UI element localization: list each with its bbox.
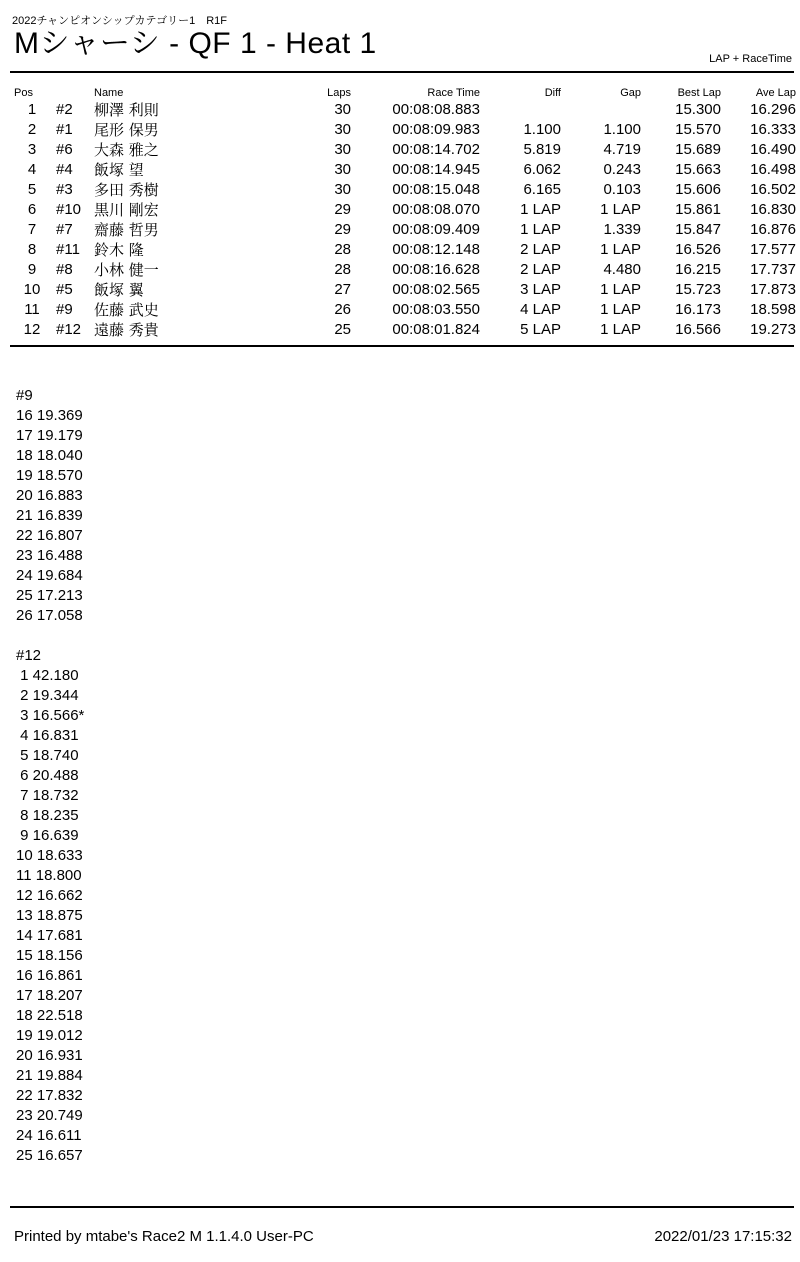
cell-ave-lap: 16.296 <box>750 101 796 118</box>
col-header-race-time: Race Time <box>427 87 480 99</box>
cell-ave-lap: 19.273 <box>750 321 796 338</box>
cell-car-number: #10 <box>56 201 82 218</box>
footer-divider <box>10 1206 794 1208</box>
table-row <box>10 180 796 200</box>
cell-gap: 1.339 <box>603 221 641 238</box>
cell-race-time: 00:08:09.983 <box>392 121 480 138</box>
cell-laps: 27 <box>334 281 351 298</box>
cell-laps: 29 <box>334 221 351 238</box>
table-row <box>10 120 796 140</box>
lap-time-line: 21 16.839 <box>16 507 83 524</box>
lap-time-line: 6 20.488 <box>16 767 79 784</box>
lap-time-line: 16 19.369 <box>16 407 83 424</box>
cell-car-number: #7 <box>56 221 73 238</box>
table-row <box>10 200 796 220</box>
results-table <box>10 86 796 340</box>
lap-block <box>16 646 84 1166</box>
cell-gap: 1 LAP <box>600 241 641 258</box>
cell-driver-name: 多田 秀樹 <box>94 181 159 199</box>
cell-best-lap: 15.300 <box>675 101 721 118</box>
lap-time-line: 3 16.566* <box>16 707 85 724</box>
cell-driver-name: 齋藤 哲男 <box>94 221 159 239</box>
cell-ave-lap: 16.498 <box>750 161 796 178</box>
cell-car-number: #11 <box>56 241 80 258</box>
lap-time-line: 19 18.570 <box>16 467 83 484</box>
cell-best-lap: 16.173 <box>675 301 721 318</box>
cell-race-time: 00:08:09.409 <box>392 221 480 238</box>
cell-diff: 2 LAP <box>520 241 561 258</box>
cell-gap: 0.103 <box>603 181 641 198</box>
table-row <box>10 220 796 240</box>
lap-time-line: 4 16.831 <box>16 727 79 744</box>
cell-race-time: 00:08:08.883 <box>392 101 480 118</box>
lap-time-line: 22 16.807 <box>16 527 83 544</box>
col-header-name: Name <box>94 87 124 99</box>
event-subtitle: 2022チャンピオンシップカテゴリー1 R1F <box>12 15 227 27</box>
cell-diff: 5.819 <box>523 141 561 158</box>
lap-time-line: 18 22.518 <box>16 1007 83 1024</box>
cell-driver-name: 飯塚 翼 <box>94 281 144 299</box>
lap-time-line: 20 16.931 <box>16 1047 83 1064</box>
cell-laps: 30 <box>334 141 351 158</box>
cell-best-lap: 15.663 <box>675 161 721 178</box>
page-title: Mシャーシ - QF 1 - Heat 1 <box>14 27 377 60</box>
cell-driver-name: 飯塚 望 <box>94 161 144 179</box>
cell-driver-name: 佐藤 武史 <box>94 301 159 319</box>
cell-pos: 8 <box>27 241 37 258</box>
cell-best-lap: 15.723 <box>675 281 721 298</box>
cell-gap: 1.100 <box>603 121 641 138</box>
table-row <box>10 320 796 340</box>
cell-car-number: #12 <box>56 321 82 338</box>
cell-race-time: 00:08:14.945 <box>392 161 480 178</box>
cell-pos: 6 <box>27 201 37 218</box>
cell-race-time: 00:08:02.565 <box>392 281 480 298</box>
col-header-best-lap: Best Lap <box>677 87 721 99</box>
cell-best-lap: 15.606 <box>675 181 721 198</box>
cell-ave-lap: 16.830 <box>750 201 796 218</box>
lap-time-line: 7 18.732 <box>16 787 79 804</box>
cell-car-number: #6 <box>56 141 73 158</box>
print-timestamp: 2022/01/23 17:15:32 <box>654 1228 792 1245</box>
cell-pos: 1 <box>27 101 37 118</box>
cell-car-number: #8 <box>56 261 73 278</box>
table-row <box>10 240 796 260</box>
cell-pos: 4 <box>27 161 37 178</box>
lap-time-line: 14 17.681 <box>16 927 83 944</box>
cell-best-lap: 16.566 <box>675 321 721 338</box>
lap-time-line: 20 16.883 <box>16 487 83 504</box>
report-mode-label: LAP + RaceTime <box>709 53 792 65</box>
lap-time-line: 2 19.344 <box>16 687 79 704</box>
cell-diff: 6.062 <box>523 161 561 178</box>
cell-gap: 4.480 <box>603 261 641 278</box>
cell-ave-lap: 16.333 <box>750 121 796 138</box>
cell-gap: 1 LAP <box>600 281 641 298</box>
col-header-laps: Laps <box>327 87 351 99</box>
cell-car-number: #9 <box>56 301 73 318</box>
cell-race-time: 00:08:12.148 <box>392 241 480 258</box>
cell-diff: 1.100 <box>523 121 561 138</box>
cell-race-time: 00:08:16.628 <box>392 261 480 278</box>
lap-time-line: 8 18.235 <box>16 807 79 824</box>
cell-pos: 3 <box>27 141 37 158</box>
cell-driver-name: 大森 雅之 <box>94 141 159 159</box>
lap-time-line: 24 19.684 <box>16 567 83 584</box>
col-header-gap: Gap <box>620 87 641 99</box>
table-row <box>10 300 796 320</box>
lap-times-section <box>16 386 84 1186</box>
cell-pos: 2 <box>27 121 37 138</box>
cell-gap: 0.243 <box>603 161 641 178</box>
lap-time-line: 19 19.012 <box>16 1027 83 1044</box>
cell-ave-lap: 16.502 <box>750 181 796 198</box>
cell-car-number: #1 <box>56 121 73 138</box>
lap-time-line: 15 18.156 <box>16 947 83 964</box>
cell-pos: 10 <box>23 281 41 298</box>
cell-car-number: #4 <box>56 161 73 178</box>
cell-race-time: 00:08:14.702 <box>392 141 480 158</box>
lap-time-line: 25 16.657 <box>16 1147 83 1164</box>
cell-diff: 4 LAP <box>520 301 561 318</box>
cell-driver-name: 柳澤 利則 <box>94 101 159 119</box>
cell-car-number: #2 <box>56 101 73 118</box>
table-row <box>10 280 796 300</box>
cell-gap: 4.719 <box>603 141 641 158</box>
cell-laps: 25 <box>334 321 351 338</box>
lap-time-line: 17 18.207 <box>16 987 83 1004</box>
cell-race-time: 00:08:01.824 <box>392 321 480 338</box>
lap-time-line: 18 18.040 <box>16 447 83 464</box>
cell-driver-name: 黒川 剛宏 <box>94 201 159 219</box>
cell-laps: 30 <box>334 161 351 178</box>
cell-laps: 26 <box>334 301 351 318</box>
cell-gap: 1 LAP <box>600 201 641 218</box>
cell-ave-lap: 17.737 <box>750 261 796 278</box>
cell-best-lap: 15.689 <box>675 141 721 158</box>
lap-time-line: 1 42.180 <box>16 667 79 684</box>
cell-diff: 6.165 <box>523 181 561 198</box>
cell-diff: 1 LAP <box>520 221 561 238</box>
lap-time-line: 11 18.800 <box>16 867 82 884</box>
col-header-diff: Diff <box>544 87 561 99</box>
cell-laps: 28 <box>334 261 351 278</box>
cell-driver-name: 小林 健一 <box>94 261 159 279</box>
cell-diff: 1 LAP <box>520 201 561 218</box>
lap-time-line: 13 18.875 <box>16 907 83 924</box>
cell-ave-lap: 17.873 <box>750 281 796 298</box>
lap-time-line: 21 19.884 <box>16 1067 83 1084</box>
cell-race-time: 00:08:15.048 <box>392 181 480 198</box>
col-header-spacer <box>54 86 94 100</box>
cell-race-time: 00:08:03.550 <box>392 301 480 318</box>
lap-time-line: 5 18.740 <box>16 747 79 764</box>
table-row <box>10 160 796 180</box>
cell-race-time: 00:08:08.070 <box>392 201 480 218</box>
cell-laps: 30 <box>334 121 351 138</box>
cell-pos: 12 <box>23 321 41 338</box>
cell-gap: 1 LAP <box>600 301 641 318</box>
lap-time-line: 26 17.058 <box>16 607 83 624</box>
cell-ave-lap: 18.598 <box>750 301 796 318</box>
lap-time-line: 10 18.633 <box>16 847 83 864</box>
table-row <box>10 100 796 120</box>
cell-best-lap: 15.861 <box>675 201 721 218</box>
cell-diff: 2 LAP <box>520 261 561 278</box>
table-row <box>10 140 796 160</box>
results-body <box>10 100 796 340</box>
cell-diff <box>480 100 561 120</box>
cell-ave-lap: 17.577 <box>750 241 796 258</box>
cell-best-lap: 16.215 <box>675 261 721 278</box>
cell-driver-name: 鈴木 隆 <box>94 241 144 259</box>
cell-pos: 11 <box>24 301 40 318</box>
cell-best-lap: 16.526 <box>675 241 721 258</box>
cell-best-lap: 15.570 <box>675 121 721 138</box>
lap-time-line: 16 16.861 <box>16 967 83 984</box>
lap-time-line: 25 17.213 <box>16 587 83 604</box>
cell-ave-lap: 16.490 <box>750 141 796 158</box>
lap-time-line: 9 16.639 <box>16 827 79 844</box>
cell-laps: 30 <box>334 101 351 118</box>
table-header-row <box>10 86 796 100</box>
cell-car-number: #5 <box>56 281 73 298</box>
lap-block <box>16 386 84 626</box>
col-header-ave-lap: Ave Lap <box>755 87 796 99</box>
cell-driver-name: 遠藤 秀貴 <box>94 321 159 339</box>
lap-time-line: 23 20.749 <box>16 1107 83 1124</box>
cell-car-number: #3 <box>56 181 73 198</box>
cell-ave-lap: 16.876 <box>750 221 796 238</box>
cell-laps: 28 <box>334 241 351 258</box>
lap-time-line: 12 16.662 <box>16 887 83 904</box>
lap-block-car: #9 <box>16 387 33 404</box>
table-divider <box>10 345 794 347</box>
cell-diff: 5 LAP <box>520 321 561 338</box>
lap-block-car: #12 <box>16 647 42 664</box>
cell-gap <box>561 100 641 120</box>
lap-time-line: 17 19.179 <box>16 427 83 444</box>
table-row <box>10 260 796 280</box>
header-divider <box>10 71 794 73</box>
cell-pos: 9 <box>27 261 37 278</box>
printed-by: Printed by mtabe's Race2 M 1.1.4.0 User-PC <box>14 1228 314 1245</box>
cell-diff: 3 LAP <box>520 281 561 298</box>
cell-driver-name: 尾形 保男 <box>94 121 159 139</box>
col-header-pos: Pos <box>14 87 33 99</box>
cell-pos: 7 <box>27 221 37 238</box>
cell-best-lap: 15.847 <box>675 221 721 238</box>
cell-laps: 30 <box>334 181 351 198</box>
cell-gap: 1 LAP <box>600 321 641 338</box>
lap-time-line: 22 17.832 <box>16 1087 83 1104</box>
lap-time-line: 23 16.488 <box>16 547 83 564</box>
cell-pos: 5 <box>27 181 37 198</box>
lap-time-line: 24 16.611 <box>16 1127 82 1144</box>
cell-laps: 29 <box>334 201 351 218</box>
